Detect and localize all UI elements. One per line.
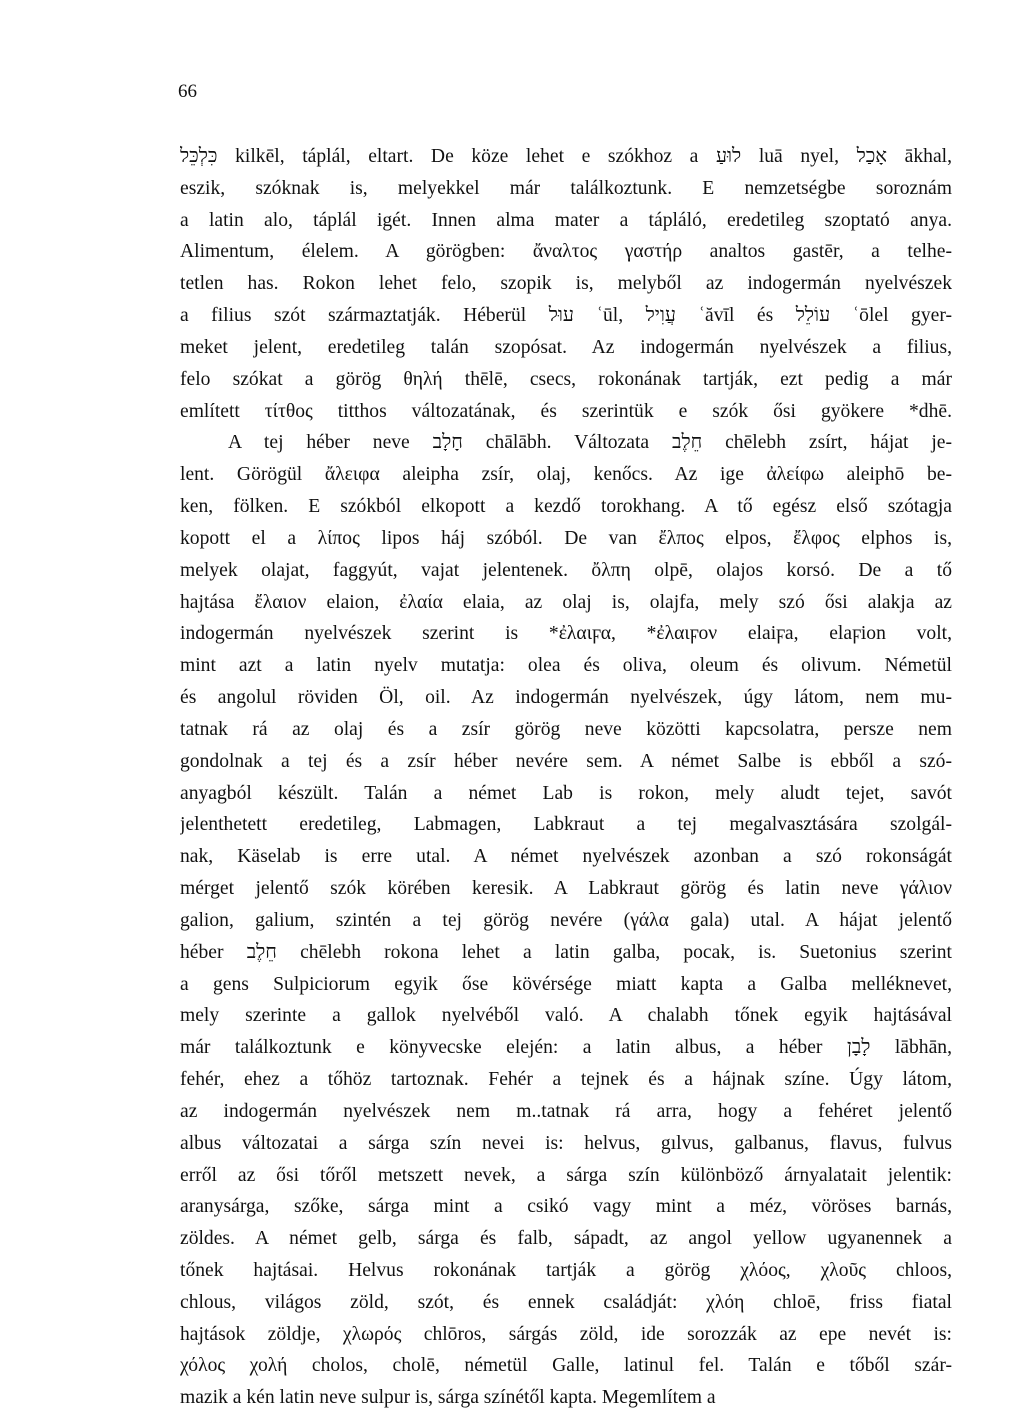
text-line: indogermán nyelvészek szerint is *ἐλαιϝα, *ἐλαιϝον elaiϝa, elaϝion volt, [180, 623, 952, 645]
page-number: 66 [178, 81, 197, 102]
text-line: mely szerinte a gallok nyelvéből való. A chalabh tőnek egyik hajtásával [180, 1005, 952, 1027]
text-line: és angolul röviden Öl, oil. Az indogermán nyelvészek, úgy látom, nem mu- [180, 687, 952, 709]
text-line: tőnek hajtásai. Helvus rokonának tartják a görög χλόος, χλοῦς chloos, [180, 1259, 952, 1281]
text-line: jelenthetett eredetileg, Labmagen, Labkraut a tej megalvasztására szolgál- [180, 814, 952, 836]
text-line: tatnak rá az olaj és a zsír görög neve közötti kapcsolatra, persze nem [180, 718, 952, 740]
text-line: כִּלְכֵּל kilkēl, táplál, eltart. De köze lehet e szókhoz a לוּעַ luā nyel, אָכַל ākhal, [180, 146, 952, 167]
text-line: tetlen has. Rokon lehet felo, szopik is, melyből az indogermán nyelvészek [180, 273, 952, 295]
text-line: anyagból készült. Talán a német Lab is rokon, mely aludt tejet, savót [180, 782, 952, 804]
text-line: mazik a kén latin neve sulpur is, sárga színétől kapta. Megemlítem a [180, 1387, 716, 1409]
text-line: felo szókat a görög θηλή thēlē, csecs, rokonának tartják, ezt pedig a már [180, 368, 952, 390]
text-line: az indogermán nyelvészek nem m..tatnak rá arra, hogy a fehéret jelentő [180, 1100, 952, 1122]
text-line: a filius szót származtatják. Héberül עוּל ʿūl, עֲוִיל ʿăvīl és עוֹלֵל ʿōlel gyer- [180, 305, 952, 327]
text-line: meket jelent, eredetileg talán szopósat. Az indogermán nyelvészek a filius, [180, 336, 952, 358]
text-line: nak, Käselab is erre utal. A német nyelvészek azonban a szó rokonságát [180, 846, 952, 868]
text-line: mérget jelentő szók körében keresik. A Labkraut görög és latin neve γάλιον [180, 878, 952, 900]
text-line: aranysárga, szőke, sárga mint a csikó vagy mint a méz, vöröses barnás, [180, 1196, 952, 1218]
text-line: mint azt a latin nyelv mutatja: olea és oliva, oleum és olivum. Németül [180, 655, 952, 677]
text-line: erről az ősi tőről metszett nevek, a sárga szín különböző árnyalatait jelentik: [180, 1164, 952, 1186]
text-line: χόλος χολή cholos, cholē, németül Galle, latinul fel. Talán e tőből szár- [180, 1355, 952, 1377]
text-line: chlous, világos zöld, szót, és ennek családját: χλόη chloē, friss fiatal [180, 1291, 952, 1313]
text-line: a gens Sulpiciorum egyik őse kövérsége miatt kapta a Galba melléknevet, [180, 973, 952, 995]
text-line: a latin alo, táplál igét. Innen alma mater a tápláló, eredetileg szoptató anya. [180, 209, 952, 231]
text-line: eszik, szóknak is, melyekkel már találkoztunk. E nemzetségbe soroznám [180, 177, 952, 199]
text-line: lent. Görögül ἄλειφα aleipha zsír, olaj, kenőcs. Az ige ἀλείφω aleiphō be- [180, 464, 952, 486]
text-line: héber חֵלֶב chēlebh rokona lehet a latin galba, pocak, is. Suetonius szerint [180, 941, 952, 963]
text-line: már találkoztunk e könyvecske elején: a latin albus, a héber לָבָן lābhān, [180, 1037, 952, 1059]
text-line: A tej héber neve חָלָב chālābh. Változata חֵלֶב chēlebh zsírt, hájat je- [228, 432, 952, 454]
text-line: gondolnak a tej és a zsír héber nevére sem. A német Salbe is ebből a szó- [180, 750, 952, 772]
text-line: zöldes. A német gelb, sárga és falb, sápadt, az angol yellow ugyanennek a [180, 1228, 952, 1250]
text-line: említett τίτθος titthos változatának, és szerintük e szók ősi gyökere *dhē. [180, 400, 952, 422]
text-line: fehér, ehez a tőhöz tartoznak. Fehér a tejnek és a hájnak színe. Úgy látom, [180, 1069, 952, 1091]
text-line: hajtása ἔλαιον elaion, ἐλαία elaia, az olaj is, olajfa, mely szó ősi alakja az [180, 591, 952, 613]
body-text [180, 141, 952, 1414]
text-line: albus változatai a sárga szín nevei is: helvus, gılvus, galbanus, flavus, fulvus [180, 1132, 952, 1154]
text-line: hajtások zöldje, χλωρός chlōros, sárgás zöld, ide sorozzák az epe nevét is: [180, 1323, 952, 1345]
text-line: Alimentum, élelem. A görögben: ἄναλτος γαστήρ analtos gastēr, a telhe- [180, 241, 952, 263]
text-line: kopott el a λίπος lipos háj szóból. De van ἔλπος elpos, ἔλφος elphos is, [180, 527, 952, 549]
text-line: ken, fölken. E szókból elkopott a kezdő torokhang. A tő egész első szótagja [180, 496, 952, 518]
text-line: galion, galium, szintén a tej görög nevére (γάλα gala) utal. A hájat jelentő [180, 909, 952, 931]
text-line: melyek olajat, faggyút, vajat jelentenek. ὄλπη olpē, olajos korsó. De a tő [180, 559, 952, 581]
